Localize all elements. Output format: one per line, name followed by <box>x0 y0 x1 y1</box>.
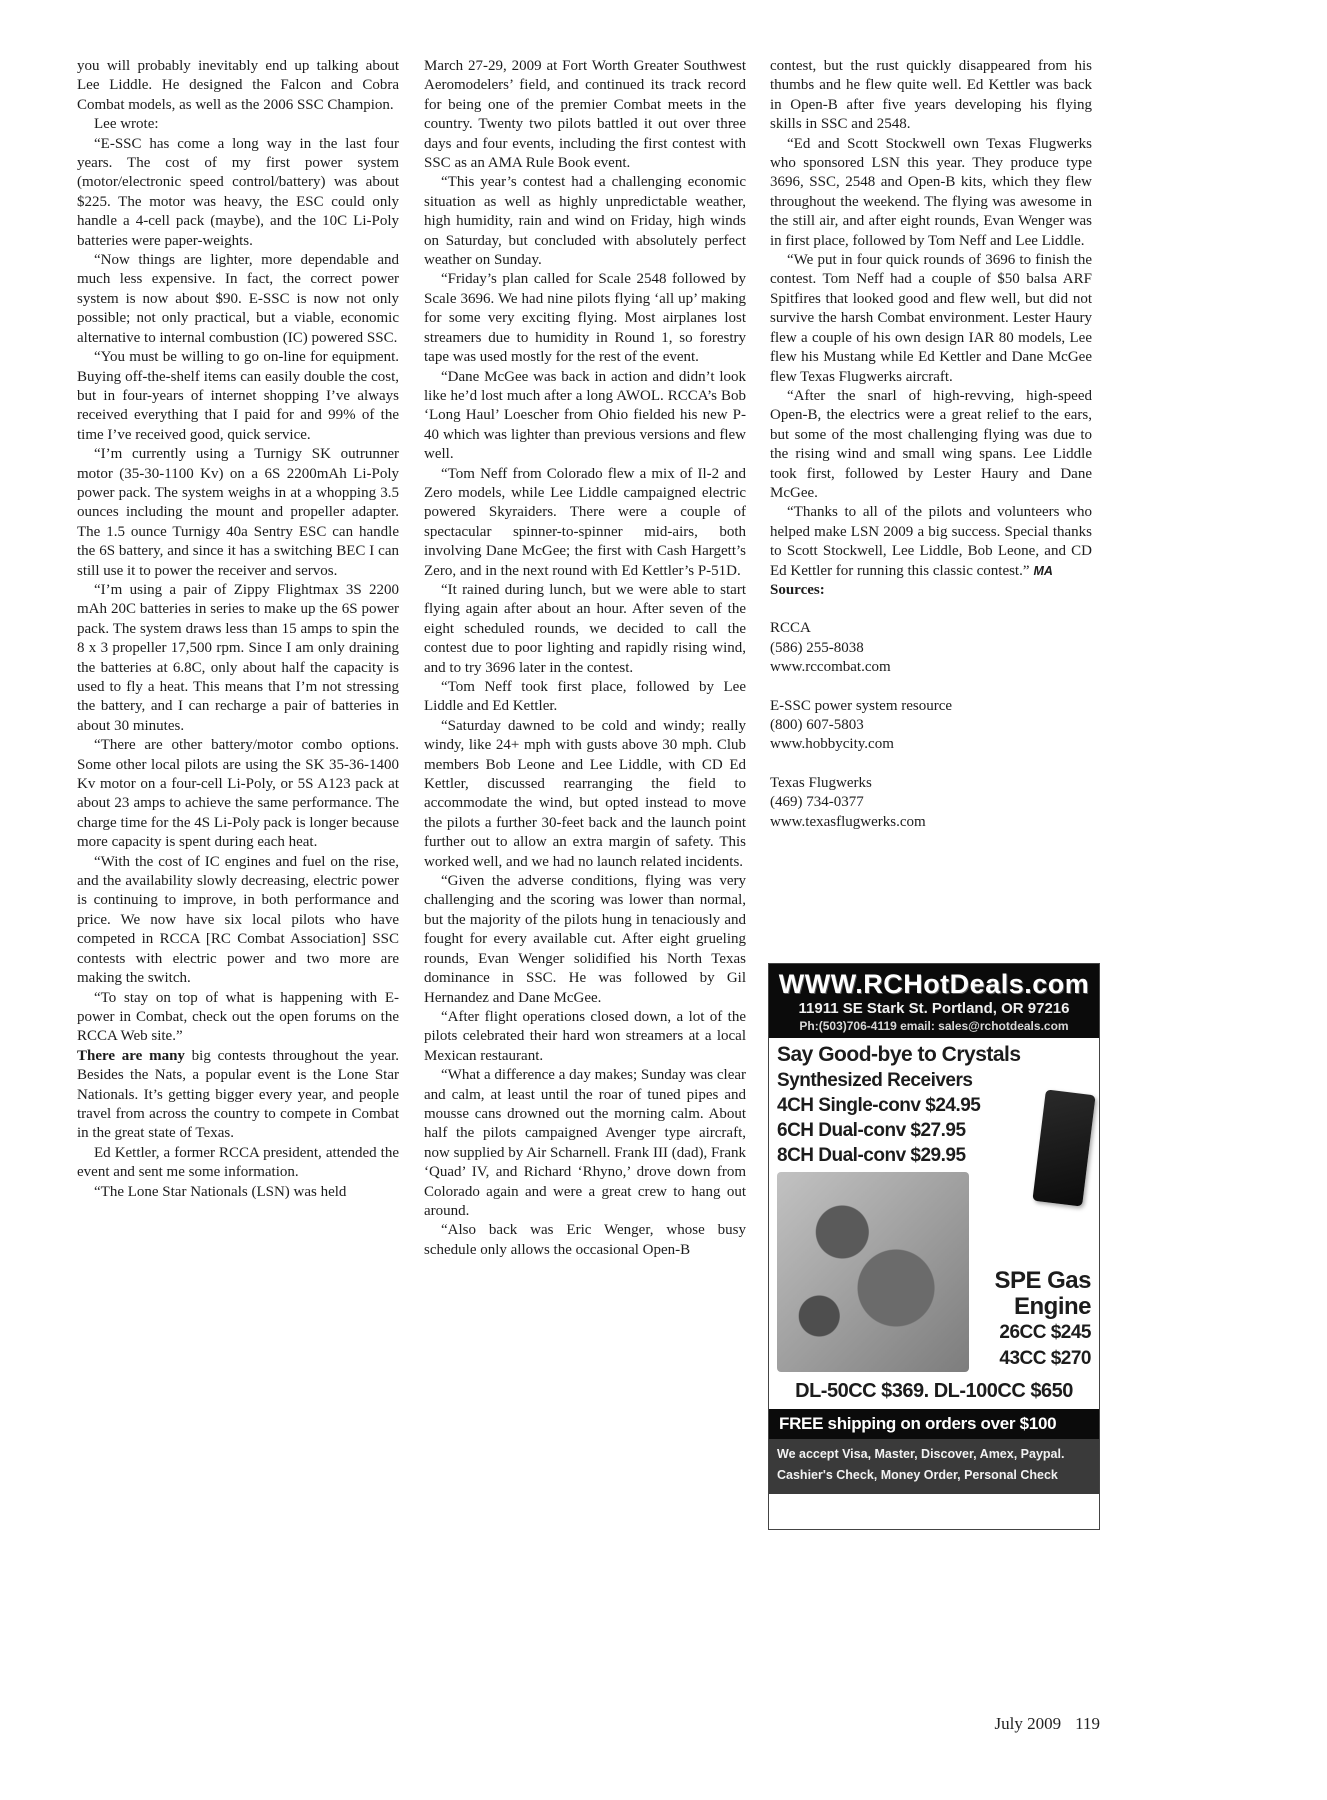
article-column-1 <box>77 57 399 1202</box>
paragraph-text: big contests throughout the year. Besides the Nats, a popular event is the Lone Star Nationals. It’s getting bigger every year, and people travel from across the country to compete in Combat in the great state of Texas. <box>77 1047 399 1142</box>
article-column-3 <box>770 57 1092 832</box>
source-name: RCCA <box>770 620 811 637</box>
source-group <box>770 774 1092 832</box>
source-name: Texas Flugwerks <box>770 774 872 791</box>
source-url: www.texasflugwerks.com <box>770 813 926 830</box>
ad-subheadline: Synthesized Receivers <box>777 1070 973 1091</box>
engine-photo <box>777 1172 969 1372</box>
source-phone: (800) 607-5803 <box>770 717 864 733</box>
end-of-article-mark: MA <box>1033 563 1053 578</box>
paragraph: “There are other battery/motor combo options. Some other local pilots are using the SK 35-36-1400 Kv motor on a four-cell Li-Poly, or 5S A123 pack at about 23 amps to achieve the same performance. The charge time for the 4S Li-Poly pack is longer because more capacity is spent during each heat. <box>77 737 399 851</box>
paragraph: “Also back was Eric Wenger, whose busy schedule only allows the occasional Open-B <box>424 1222 746 1258</box>
paragraph: “Now things are lighter, more dependable and much less expensive. In fact, the correct power system is now about $90. E-SSC is now not only possible; not only practical, but a viable, economic alternative to internal combustion (IC) powered SSC. <box>77 252 399 346</box>
paragraph: “Tom Neff from Colorado flew a mix of Il-2 and Zero models, while Lee Liddle campaigned electric powered Skyraiders. There were a couple of spectacular spinner-to-spinner mid-airs, both involving Dane McGee; the first with Cash Hargett’s Zero, and in the next round with Ed Kettler’s P-51D. <box>424 465 746 579</box>
footer-issue: July 2009 <box>994 1714 1062 1733</box>
ad-payment-line: Cashier's Check, Money Order, Personal Check <box>777 1468 1058 1482</box>
paragraph <box>770 503 1092 581</box>
paragraph: “I’m using a pair of Zippy Flightmax 3S 2200 mAh 20C batteries in series to make up the 6S power pack. The system draws less than 15 amps to spin the 8 x 3 propeller 17,500 rpm. Since I am only draining the batteries at 6.8C, only about half the capacity is used to fly a heat. This means that I’m not stressing the battery, and I can recharge a pair of batteries in about 30 minutes. <box>77 581 399 734</box>
paragraph-text: “Thanks to all of the pilots and volunteers who helped make LSN 2009 a big success. Special thanks to Scott Stockwell, Lee Liddle, Bob Leone, and CD Ed Kettler for running this classic contest.” <box>770 504 1092 579</box>
ad-receiver-price: 4CH Single-conv $24.95 <box>777 1095 981 1116</box>
paragraph: “It rained during lunch, but we were able to start flying again after about an hour. After seven of the eight scheduled rounds, we decided to call the contest due to poor lighting and rapidly rising wind, and to try 3696 later in the contest. <box>424 581 746 676</box>
ad-engine-word: Engine <box>1013 1293 1091 1320</box>
article-column-2 <box>424 57 746 1260</box>
source-url: www.hobbycity.com <box>770 736 894 753</box>
paragraph: “The Lone Star Nationals (LSN) was held <box>94 1183 347 1200</box>
source-group <box>770 619 1092 677</box>
paragraph: March 27-29, 2009 at Fort Worth Greater Southwest Aeromodelers’ field, and continued its track record for being one of the premier Combat meets in the country. Twenty two pilots battled it out over three days and four events, including the first contest with SSC as an AMA Rule Book event. <box>424 58 746 172</box>
source-name: E-SSC power system resource <box>770 697 953 714</box>
ad-receiver-price: 6CH Dual-conv $27.95 <box>777 1120 966 1141</box>
ad-receiver-price: 8CH Dual-conv $29.95 <box>777 1145 966 1166</box>
ad-engine-brand: SPE Gas <box>994 1267 1091 1294</box>
paragraph: “With the cost of IC engines and fuel on the rise, and the availability slowly decreasing, electric power is continuing to improve, in both performance and price. We now have six local pilots who have competed in RCCA [RC Combat Association] SSC contests with electric power and two more are making the switch. <box>77 853 399 987</box>
paragraph: “Ed and Scott Stockwell own Texas Flugwerks who sponsored LSN this year. They produce type 3696, SSC, 2548 and Open-B kits, which they flew throughout the weekend. The flying was awesome in the still air, and after eight rounds, Evan Wenger was in first place, followed by Tom Neff and Lee Liddle. <box>770 135 1092 249</box>
paragraph: “After flight operations closed down, a lot of the pilots celebrated their hard won streamers at a local Mexican restaurant. <box>424 1008 746 1064</box>
paragraph: you will probably inevitably end up talking about Lee Liddle. He designed the Falcon and Cobra Combat models, as well as the 2006 SSC Champion. <box>77 58 399 113</box>
ad-website-url: WWW.RCHotDeals.com <box>778 969 1090 999</box>
paragraph: “Dane McGee was back in action and didn’t look like he’d lost much after a long AWOL. RCCA’s Bob ‘Long Haul’ Loescher from Ohio fielded his new P-40 which was lighter than previous versions and flew well. <box>424 368 746 463</box>
footer-page-number: 119 <box>1075 1714 1100 1733</box>
source-group <box>770 697 1092 755</box>
paragraph: Lee wrote: <box>94 116 159 133</box>
paragraph: “To stay on top of what is happening with E-power in Combat, check out the open forums on the RCCA Web site.” <box>77 989 399 1045</box>
paragraph <box>77 1047 399 1144</box>
paragraph: “After the snarl of high-revving, high-speed Open-B, the electrics were a great relief to the ears, but some of the most challenging flying was due to the rising wind and small wing spans. Lee Liddle took first, followed by Lester Haury and Dane McGee. <box>770 387 1092 501</box>
ad-headline: Say Good-bye to Crystals <box>777 1043 1021 1066</box>
paragraph: “This year’s contest had a challenging economic situation as well as highly unpredictable weather, high humidity, rain and wind on Friday, high winds on Saturday, but concluded with absolutely perfect weather on Sunday. <box>424 174 746 269</box>
ad-payment-methods <box>769 1439 1099 1494</box>
paragraph: contest, but the rust quickly disappeared from his thumbs and he flew quite well. Ed Kettler was back in Open-B after five years developing his flying skills in SSC and 2548. <box>770 58 1092 133</box>
paragraph: “We put in four quick rounds of 3696 to finish the contest. Tom Neff had a couple of $50 balsa ARF Spitfires that looked good and flew well, but did not survive the harsh Combat environment. Lester Haury flew a couple of his own design IAR 80 models, Lee flew his Mustang while Ed Kettler and Dane McGee flew Texas Flugwerks aircraft. <box>770 252 1092 385</box>
source-phone: (586) 255-8038 <box>770 639 864 656</box>
paragraph: “Tom Neff took first place, followed by Lee Liddle and Ed Kettler. <box>424 679 746 715</box>
ad-engine-price: 43CC $270 <box>999 1348 1091 1369</box>
ad-address: 11911 SE Stark St. Portland, OR 97216 <box>798 1000 1070 1017</box>
paragraph: “What a difference a day makes; Sunday was clear and calm, at least until the roar of tuned pipes and mousse cans drowned out the morning calm. About half the pilots campaigned Avenger type aircraft, now supplied by Air Scharnell. Frank III (dad), Frank ‘Quad’ IV, and Richard ‘Rhyno,’ drove down from Colorado again and were a great crew to hang out around. <box>424 1067 746 1219</box>
rchotdeals-advertisement <box>768 963 1100 1530</box>
source-url: www.rccombat.com <box>770 659 891 676</box>
ad-contact: Ph:(503)706-4119 email: sales@rchotdeals.com <box>799 1019 1069 1033</box>
ad-shipping-offer: FREE shipping on orders over $100 <box>769 1409 1099 1439</box>
ad-engine-price: 26CC $245 <box>999 1322 1091 1343</box>
ad-payment-line: We accept Visa, Master, Discover, Amex, Paypal. <box>777 1447 1065 1461</box>
sources-heading: Sources: <box>770 581 825 598</box>
source-phone: (469) 734-0377 <box>770 794 864 811</box>
page-footer <box>770 1714 1100 1734</box>
ad-header <box>769 964 1099 1038</box>
ad-body <box>769 1038 1099 1168</box>
bold-lead-in: There are many <box>77 1047 185 1064</box>
paragraph: Ed Kettler, a former RCCA president, attended the event and sent me some information. <box>77 1144 399 1181</box>
ad-dl-engine-prices: DL-50CC $369. DL-100CC $650 <box>795 1380 1073 1402</box>
paragraph: “Saturday dawned to be cold and windy; really windy, like 24+ mph with gusts above 30 mph. Club members Bob Leone and Lee Liddle, with CD Ed Kettler, discussed rearranging the field to accommodate the wind, but opted instead to move the pilots a further 30-feet back and the launch point further out to allow an extra margin of safety. This worked well, and we had no launch related incidents. <box>424 717 746 870</box>
paragraph: “E-SSC has come a long way in the last four years. The cost of my first power system (motor/electronic speed control/battery) was about $225. The motor was heavy, the ESC could only handle a 4-cell pack (maybe), and the 10C Li-Poly batteries were paper-weights. <box>77 135 399 249</box>
paragraph: “You must be willing to go on-line for equipment. Buying off-the-shelf items can easily double the cost, but in four-years of internet shopping I’ve always received everything that I paid for and 99% of the time I’ve received good, quick service. <box>77 349 399 443</box>
paragraph: “Friday’s plan called for Scale 2548 followed by Scale 3696. We had nine pilots flying ‘all up’ making for some very exciting flying. Most airplanes lost streamers due to humidity in Round 1, so forestry tape was used mostly for the rest of the event. <box>424 271 746 366</box>
paragraph: “I’m currently using a Turnigy SK outrunner motor (35-30-1100 Kv) on a 6S 2200mAh Li-Poly power pack. The system weighs in at a whopping 3.5 ounces including the mount and propeller adapter. The 1.5 ounce Turnigy 40a Sentry ESC can handle the 6S battery, and since it has a switching BEC I can still use it to power the receiver and servos. <box>77 446 399 579</box>
paragraph: “Given the adverse conditions, flying was very challenging and the scoring was lower than normal, but the majority of the pilots hung in tenaciously and fought for every available cut. After eight grueling rounds, Evan Wenger solidified his North Texas dominance in SSC. He was followed by Gil Hernandez and Dane McGee. <box>424 873 746 1006</box>
